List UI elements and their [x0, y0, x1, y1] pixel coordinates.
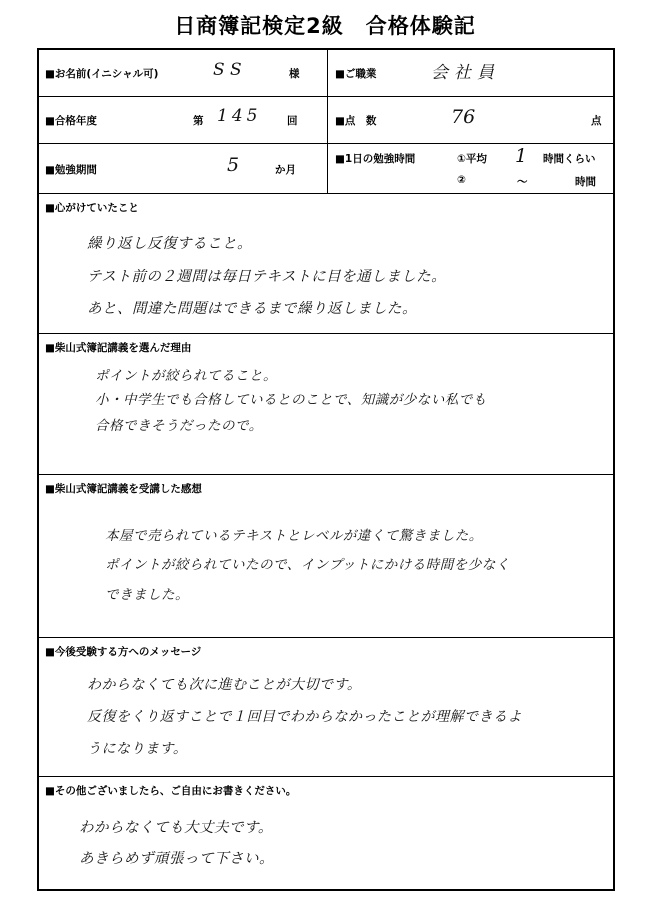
other-line: わからなくても大丈夫です。 [79, 820, 273, 836]
impression-line: 本屋で売られているテキストとレベルが違くて驚きました。 [105, 528, 483, 544]
careful-line: 繰り返し反復すること。 [87, 236, 252, 252]
score-label: ■点 数 [335, 115, 377, 127]
year-suffix: 回 [287, 115, 298, 127]
impression-section-label: ■柴山式簿記講義を受講した感想 [45, 483, 202, 495]
careful-line: テスト前の２週間は毎日テキストに目を通しました。 [87, 269, 447, 285]
period-label: ■勉強期間 [45, 164, 97, 176]
column-divider [327, 50, 328, 193]
score-value: 76 [451, 106, 476, 128]
message-line: うになります。 [87, 741, 188, 757]
name-label: ■お名前(イニシャル可) [45, 68, 159, 80]
reason-line: ポイントが絞られてること。 [95, 368, 277, 384]
daily-avg-suffix: 時間くらい [543, 153, 596, 165]
message-line: 反復をくり返すことで１回目でわからなかったことが理解できるよ [87, 709, 522, 725]
row-divider [39, 776, 613, 777]
row-divider [39, 143, 613, 144]
reason-line: 小・中学生でも合格しているとのことで、知識が少ない私でも [95, 392, 487, 408]
year-prefix: 第 [193, 115, 204, 127]
other-line: あきらめず頑張って下さい。 [79, 851, 274, 867]
row-divider [39, 96, 613, 97]
name-value: S S [213, 60, 242, 80]
year-value: 145 [217, 106, 262, 126]
message-section-label: ■今後受験する方へのメッセージ [45, 646, 202, 658]
careful-line: あと、間違た問題はできるまで繰り返しました。 [87, 301, 417, 317]
row-divider [39, 193, 613, 194]
row-divider [39, 637, 613, 638]
name-suffix: 様 [289, 68, 300, 80]
daily-label: ■1日の勉強時間 [335, 153, 416, 165]
form-frame [37, 48, 615, 891]
daily-avg-label: ①平均 [457, 153, 487, 165]
daily-avg-value: 1 [515, 145, 528, 167]
impression-line: ポイントが絞られていたので、インプットにかける時間を少なく [105, 557, 510, 573]
daily-2-label: ② [457, 174, 466, 186]
period-suffix: か月 [275, 164, 296, 176]
reason-section-label: ■柴山式簿記講義を選んだ理由 [45, 342, 192, 354]
job-value: 会社員 [431, 63, 500, 83]
daily-2-separator: ～ [517, 176, 528, 188]
impression-line: できました。 [105, 587, 189, 603]
message-line: わからなくても次に進むことが大切です。 [87, 677, 362, 693]
reason-line: 合格できそうだったので。 [95, 418, 263, 434]
row-divider [39, 474, 613, 475]
row-divider [39, 333, 613, 334]
job-label: ■ご職業 [335, 68, 377, 80]
page-title: 日商簿記検定2級 合格体験記 [174, 14, 476, 38]
careful-section-label: ■心がけていたこと [45, 202, 139, 214]
daily-2-suffix: 時間 [575, 176, 596, 188]
other-section-label: ■その他ございましたら、ご自由にお書きください。 [45, 785, 297, 797]
year-label: ■合格年度 [45, 115, 97, 127]
period-value: 5 [227, 154, 240, 176]
score-suffix: 点 [591, 115, 602, 127]
